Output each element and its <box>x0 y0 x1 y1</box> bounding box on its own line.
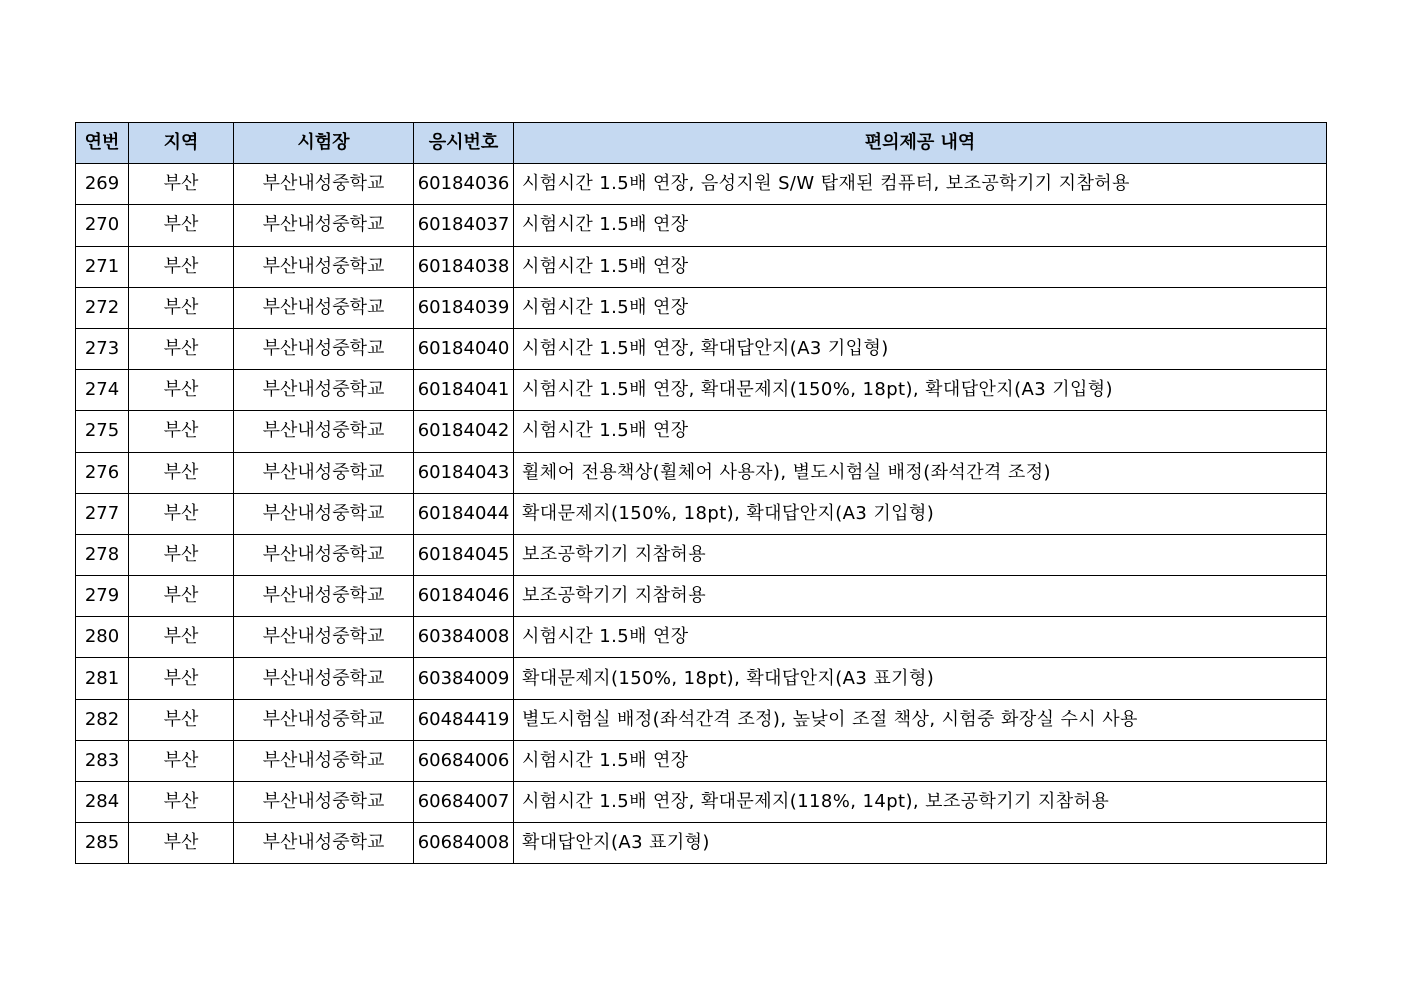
cell-serial-number: 272 <box>76 287 129 328</box>
cell-exam-site: 부산내성중학교 <box>234 534 414 575</box>
table-row <box>76 782 1327 823</box>
cell-exam-number: 60684006 <box>414 740 514 781</box>
cell-serial-number: 277 <box>76 493 129 534</box>
cell-accommodation-details: 시험시간 1.5배 연장 <box>514 205 1327 246</box>
cell-serial-number: 285 <box>76 823 129 864</box>
cell-exam-number: 60184040 <box>414 328 514 369</box>
table-row <box>76 411 1327 452</box>
cell-exam-site: 부산내성중학교 <box>234 617 414 658</box>
table-row <box>76 658 1327 699</box>
table-row <box>76 823 1327 864</box>
cell-accommodation-details: 확대문제지(150%, 18pt), 확대답안지(A3 표기형) <box>514 658 1327 699</box>
cell-exam-number: 60384009 <box>414 658 514 699</box>
cell-accommodation-details: 시험시간 1.5배 연장 <box>514 617 1327 658</box>
cell-exam-number: 60184038 <box>414 246 514 287</box>
cell-accommodation-details: 시험시간 1.5배 연장, 확대답안지(A3 기입형) <box>514 328 1327 369</box>
cell-serial-number: 282 <box>76 699 129 740</box>
header-exam-number: 응시번호 <box>414 123 514 164</box>
cell-serial-number: 281 <box>76 658 129 699</box>
header-region: 지역 <box>129 123 234 164</box>
cell-region: 부산 <box>129 782 234 823</box>
cell-serial-number: 275 <box>76 411 129 452</box>
cell-exam-number: 60184041 <box>414 370 514 411</box>
cell-accommodation-details: 시험시간 1.5배 연장 <box>514 287 1327 328</box>
cell-exam-site: 부산내성중학교 <box>234 328 414 369</box>
table-row <box>76 493 1327 534</box>
cell-exam-number: 60184036 <box>414 164 514 205</box>
cell-serial-number: 271 <box>76 246 129 287</box>
cell-accommodation-details: 시험시간 1.5배 연장, 확대문제지(150%, 18pt), 확대답안지(A3 기입형) <box>514 370 1327 411</box>
table-row <box>76 452 1327 493</box>
cell-exam-site: 부산내성중학교 <box>234 452 414 493</box>
cell-serial-number: 270 <box>76 205 129 246</box>
cell-serial-number: 273 <box>76 328 129 369</box>
cell-serial-number: 274 <box>76 370 129 411</box>
table-header-row <box>76 123 1327 164</box>
cell-exam-site: 부산내성중학교 <box>234 740 414 781</box>
cell-exam-site: 부산내성중학교 <box>234 205 414 246</box>
table-body <box>76 164 1327 864</box>
cell-exam-site: 부산내성중학교 <box>234 823 414 864</box>
accommodation-table <box>75 122 1327 864</box>
cell-exam-number: 60684008 <box>414 823 514 864</box>
cell-accommodation-details: 시험시간 1.5배 연장 <box>514 246 1327 287</box>
cell-exam-number: 60184042 <box>414 411 514 452</box>
cell-serial-number: 279 <box>76 576 129 617</box>
cell-exam-site: 부산내성중학교 <box>234 411 414 452</box>
cell-region: 부산 <box>129 576 234 617</box>
cell-exam-site: 부산내성중학교 <box>234 246 414 287</box>
cell-region: 부산 <box>129 658 234 699</box>
cell-region: 부산 <box>129 411 234 452</box>
cell-region: 부산 <box>129 246 234 287</box>
table-row <box>76 287 1327 328</box>
cell-region: 부산 <box>129 493 234 534</box>
table-row <box>76 617 1327 658</box>
cell-exam-site: 부산내성중학교 <box>234 658 414 699</box>
cell-serial-number: 276 <box>76 452 129 493</box>
cell-serial-number: 278 <box>76 534 129 575</box>
table-row <box>76 246 1327 287</box>
table-row <box>76 534 1327 575</box>
cell-accommodation-details: 시험시간 1.5배 연장 <box>514 411 1327 452</box>
cell-serial-number: 280 <box>76 617 129 658</box>
table-row <box>76 370 1327 411</box>
cell-accommodation-details: 휠체어 전용책상(휠체어 사용자), 별도시험실 배정(좌석간격 조정) <box>514 452 1327 493</box>
cell-accommodation-details: 확대답안지(A3 표기형) <box>514 823 1327 864</box>
cell-exam-site: 부산내성중학교 <box>234 370 414 411</box>
header-serial-number: 연번 <box>76 123 129 164</box>
cell-region: 부산 <box>129 823 234 864</box>
cell-region: 부산 <box>129 740 234 781</box>
cell-serial-number: 284 <box>76 782 129 823</box>
cell-exam-site: 부산내성중학교 <box>234 164 414 205</box>
table-row <box>76 328 1327 369</box>
cell-region: 부산 <box>129 328 234 369</box>
cell-exam-site: 부산내성중학교 <box>234 782 414 823</box>
header-accommodation-details: 편의제공 내역 <box>514 123 1327 164</box>
cell-exam-site: 부산내성중학교 <box>234 493 414 534</box>
cell-accommodation-details: 보조공학기기 지참허용 <box>514 576 1327 617</box>
cell-accommodation-details: 시험시간 1.5배 연장, 음성지원 S/W 탑재된 컴퓨터, 보조공학기기 지참허용 <box>514 164 1327 205</box>
header-exam-site: 시험장 <box>234 123 414 164</box>
table-row <box>76 740 1327 781</box>
cell-exam-number: 60184037 <box>414 205 514 246</box>
cell-exam-number: 60684007 <box>414 782 514 823</box>
table-row <box>76 576 1327 617</box>
cell-region: 부산 <box>129 205 234 246</box>
cell-region: 부산 <box>129 164 234 205</box>
table-row <box>76 699 1327 740</box>
cell-exam-number: 60184046 <box>414 576 514 617</box>
table-row <box>76 164 1327 205</box>
cell-exam-site: 부산내성중학교 <box>234 699 414 740</box>
cell-exam-number: 60184043 <box>414 452 514 493</box>
cell-region: 부산 <box>129 287 234 328</box>
cell-exam-number: 60484419 <box>414 699 514 740</box>
cell-accommodation-details: 시험시간 1.5배 연장, 확대문제지(118%, 14pt), 보조공학기기 지참허용 <box>514 782 1327 823</box>
accommodation-table-container <box>75 122 1326 864</box>
cell-exam-site: 부산내성중학교 <box>234 576 414 617</box>
cell-region: 부산 <box>129 370 234 411</box>
cell-serial-number: 269 <box>76 164 129 205</box>
cell-accommodation-details: 확대문제지(150%, 18pt), 확대답안지(A3 기입형) <box>514 493 1327 534</box>
table-row <box>76 205 1327 246</box>
cell-region: 부산 <box>129 452 234 493</box>
cell-exam-number: 60184044 <box>414 493 514 534</box>
cell-accommodation-details: 보조공학기기 지참허용 <box>514 534 1327 575</box>
cell-exam-number: 60384008 <box>414 617 514 658</box>
cell-exam-number: 60184039 <box>414 287 514 328</box>
cell-region: 부산 <box>129 534 234 575</box>
cell-exam-number: 60184045 <box>414 534 514 575</box>
cell-region: 부산 <box>129 699 234 740</box>
cell-exam-site: 부산내성중학교 <box>234 287 414 328</box>
cell-accommodation-details: 시험시간 1.5배 연장 <box>514 740 1327 781</box>
cell-accommodation-details: 별도시험실 배정(좌석간격 조정), 높낮이 조절 책상, 시험중 화장실 수시 사용 <box>514 699 1327 740</box>
cell-serial-number: 283 <box>76 740 129 781</box>
cell-region: 부산 <box>129 617 234 658</box>
